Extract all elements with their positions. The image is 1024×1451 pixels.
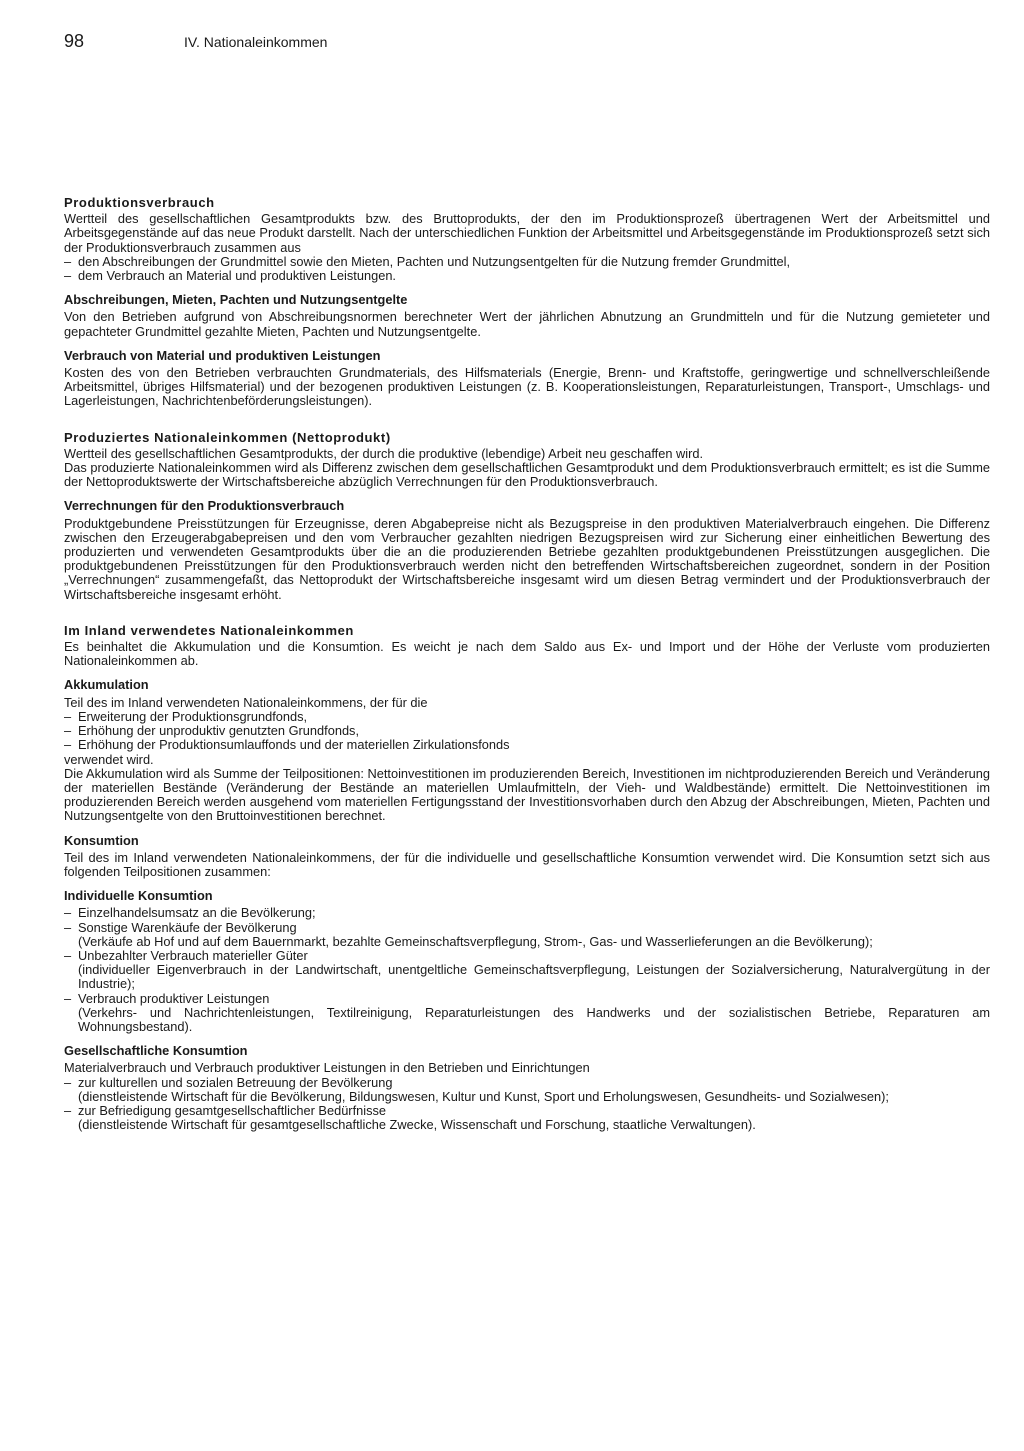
page-content bbox=[64, 196, 990, 1154]
paragraph: verwendet wird. bbox=[64, 751, 154, 767]
page-number: 98 bbox=[64, 31, 85, 51]
subsection-title: Individuelle Konsumtion bbox=[64, 888, 213, 904]
paragraph: Wertteil des gesellschaftlichen Gesamtprodukts bzw. des Bruttoprodukts, der den im Produktionsprozeß übertragenen Wert der Arbeitsmittel und Arbeitsgegenstände auf das neue Produkt darstellt. Nach der unterschiedlichen Funktion der Arbeitsmittel und Arbeitsgegenstände im Produktionsprozeß setzt sich der Produktionsverbrauch zusammen aus bbox=[64, 211, 990, 255]
list-item: – den Abschreibungen der Grundmittel sowie den Mieten, Pachten und Nutzungsentgelten für die Nutzung fremder Grundmittel, bbox=[64, 255, 990, 269]
list-item bbox=[64, 992, 990, 1035]
subsection-title: Verrechnungen für den Produktionsverbrauch bbox=[64, 498, 345, 514]
list-item-note: (dienstleistende Wirtschaft für gesamtgesellschaftliche Zwecke, Wissenschaft und Forschung, staatliche Verwaltungen). bbox=[78, 1117, 756, 1133]
list-item bbox=[64, 949, 990, 992]
paragraph: Produktgebundene Preisstützungen für Erzeugnisse, deren Abgabepreise nicht als Bezugspreise in den produktiven Materialverbrauch eingehen. Die Differenz zwischen den Erzeugerabgabepreisen und den vom Verbraucher gezahlten niedrigen Bezugspreisen wird zur Sicherung einer einheitlichen Bewertung des produzierten und verwendeten Gesamtprodukts über die an die produzierenden Betriebe gezahlten produktgebundenen Preisstützungen ausgeglichen. Die produktgebundenen Preisstützungen für den Produktionsverbrauch werden nicht den betreffenden Wirtschaftsbereichen zugeordnet, sondern in der Position „Verrechnungen“ zusammengefaßt, das Nettoprodukt der Wirtschaftsbereiche insgesamt wird um diesen Betrag vermindert und der Produktionsverbrauch der Wirtschaftsbereiche insgesamt erhöht. bbox=[64, 515, 990, 602]
subsection-verrechnungen bbox=[64, 499, 990, 601]
paragraph: Kosten des von den Betrieben verbrauchten Grundmaterials, des Hilfsmaterials (Energie, Brenn- und Kraftstoffe, geringwertige und schnellverschleißende Arbeitsmittel, übriges Hilfsmaterial) und der bezogenen produktiven Leistungen (z. B. Kooperationsleistungen, Reparaturleistungen, Transport-, Umschlags- und Lagerleistungen, Nachrichtenbeförderungsleistungen). bbox=[64, 365, 990, 409]
subsection-verbrauch-material bbox=[64, 349, 990, 409]
list-item bbox=[64, 1104, 990, 1132]
list-item bbox=[64, 921, 990, 949]
paragraph: Die Akkumulation wird als Summe der Teilpositionen: Nettoinvestitionen im produzierenden Bereich, Investitionen im nichtproduzierenden Bereich und Veränderung der materiellen Bestände (Veränderung der Bestände an materiellen Umlaufmitteln, der Vieh- und Waldbestände) ermittelt. Die Nettoinvestitionen im produzierenden Bereich werden ausgehend vom materiellen Fertigungsstand der Investitionsvorhaben durch den Abzug der Abschreibungen, Mieten, Pachten und Nutzungsentgelte von den Bruttoinvestitionen berechnet. bbox=[64, 765, 990, 824]
subsection-abschreibungen bbox=[64, 293, 990, 339]
subsection-gesellschaftliche-konsumtion bbox=[64, 1044, 990, 1132]
subsection-title: Gesellschaftliche Konsumtion bbox=[64, 1043, 248, 1059]
subsection-title: Konsumtion bbox=[64, 832, 139, 848]
paragraph: Das produzierte Nationaleinkommen wird als Differenz zwischen dem gesellschaftlichen Gesamtprodukt und dem Produktionsverbrauch ermittelt; es ist die Summe der Nettoproduktswerte der Wirtschaftsbereiche abzüglich Verrechnungen für den Produktionsverbrauch. bbox=[64, 460, 990, 490]
list-item-note: (Verkehrs- und Nachrichtenleistungen, Textilreinigung, Reparaturleistungen des Handwerks und der sozialistischen Betriebe, Reparaturen am Wohnungsbestand). bbox=[78, 1004, 990, 1034]
paragraph: Materialverbrauch und Verbrauch produktiver Leistungen in den Betrieben und Einrichtungen bbox=[64, 1060, 590, 1076]
list-item-label: zur Befriedigung gesamtgesellschaftlicher Bedürfnisse bbox=[78, 1102, 387, 1118]
paragraph: Teil des im Inland verwendeten Nationaleinkommens, der für die individuelle und gesellschaftliche Konsumtion verwendet wird. Die Konsumtion setzt sich aus folgenden Teilpositionen zusammen: bbox=[64, 849, 990, 879]
list-item bbox=[64, 906, 990, 920]
list-item-note: (dienstleistende Wirtschaft für die Bevölkerung, Bildungswesen, Kultur und Kunst, Sport und Erholungswesen, Gesundheits- und Sozialwesen); bbox=[78, 1088, 889, 1104]
list-item: – Erweiterung der Produktionsgrundfonds, bbox=[64, 710, 990, 724]
list-item-note: (individueller Eigenverbrauch in der Landwirtschaft, unentgeltliche Gemeinschaftsverpflegung, Leistungen der Sozialversicherung, Naturalvergütung in der Industrie); bbox=[78, 962, 990, 992]
subsection-title: Abschreibungen, Mieten, Pachten und Nutzungsentgelte bbox=[64, 292, 408, 308]
subsection-individuelle-konsumtion bbox=[64, 889, 990, 1034]
subsection-title: Akkumulation bbox=[64, 677, 149, 693]
list-item-note: (Verkäufe ab Hof und auf dem Bauernmarkt, bezahlte Gemeinschaftsverpflegung, Strom-, Gas- und Wasserlieferungen an die Bevölkerung); bbox=[78, 933, 873, 949]
section-verwendetes-nationaleinkommen bbox=[64, 624, 990, 1133]
dash-list bbox=[64, 710, 990, 753]
running-head: IV. Nationaleinkommen bbox=[184, 34, 328, 50]
list-item: – Erhöhung der unproduktiv genutzten Grundfonds, bbox=[64, 724, 990, 738]
section-title: Im Inland verwendetes Nationaleinkommen bbox=[64, 622, 354, 638]
list-item-label: Sonstige Warenkäufe der Bevölkerung bbox=[78, 919, 297, 935]
subsection-konsumtion bbox=[64, 834, 990, 880]
dash-list bbox=[64, 1076, 990, 1133]
section-produziertes-nationaleinkommen bbox=[64, 431, 990, 602]
list-item: – Erhöhung der Produktionsumlauffonds und der materiellen Zirkulationsfonds bbox=[64, 738, 990, 752]
section-title: Produktionsverbrauch bbox=[64, 195, 215, 210]
paragraph: Teil des im Inland verwendeten Nationaleinkommens, der für die bbox=[64, 694, 428, 710]
list-item: – dem Verbrauch an Material und produktiven Leistungen. bbox=[64, 269, 990, 283]
paragraph: Es beinhaltet die Akkumulation und die Konsumtion. Es weicht je nach dem Saldo aus Ex- und Import und der Höhe der Verluste vom produzierten Nationaleinkommen ab. bbox=[64, 639, 990, 669]
list-item-label: Einzelhandelsumsatz an die Bevölkerung; bbox=[78, 905, 316, 921]
dash-list bbox=[64, 906, 990, 1034]
dash-list bbox=[64, 255, 990, 283]
section-produktionsverbrauch bbox=[64, 196, 990, 409]
subsection-akkumulation bbox=[64, 678, 990, 823]
list-item bbox=[64, 1076, 990, 1104]
section-title: Produziertes Nationaleinkommen (Nettoprodukt) bbox=[64, 429, 391, 445]
paragraph: Wertteil des gesellschaftlichen Gesamtprodukts, der durch die produktive (lebendige) Arbeit neu geschaffen wird. bbox=[64, 445, 704, 461]
list-item-label: zur kulturellen und sozialen Betreuung der Bevölkerung bbox=[78, 1074, 393, 1090]
list-item-label: Unbezahlter Verbrauch materieller Güter bbox=[78, 947, 308, 963]
subsection-title: Verbrauch von Material und produktiven Leistungen bbox=[64, 347, 381, 363]
paragraph: Von den Betrieben aufgrund von Abschreibungsnormen berechneter Wert der jährlichen Abnutzung an Grundmitteln und für die Nutzung gemieteter und gepachteter Grundmittel gezahlte Mieten, Pachten und Nutzungsentgelte. bbox=[64, 309, 990, 339]
list-item-label: Verbrauch produktiver Leistungen bbox=[78, 990, 270, 1006]
